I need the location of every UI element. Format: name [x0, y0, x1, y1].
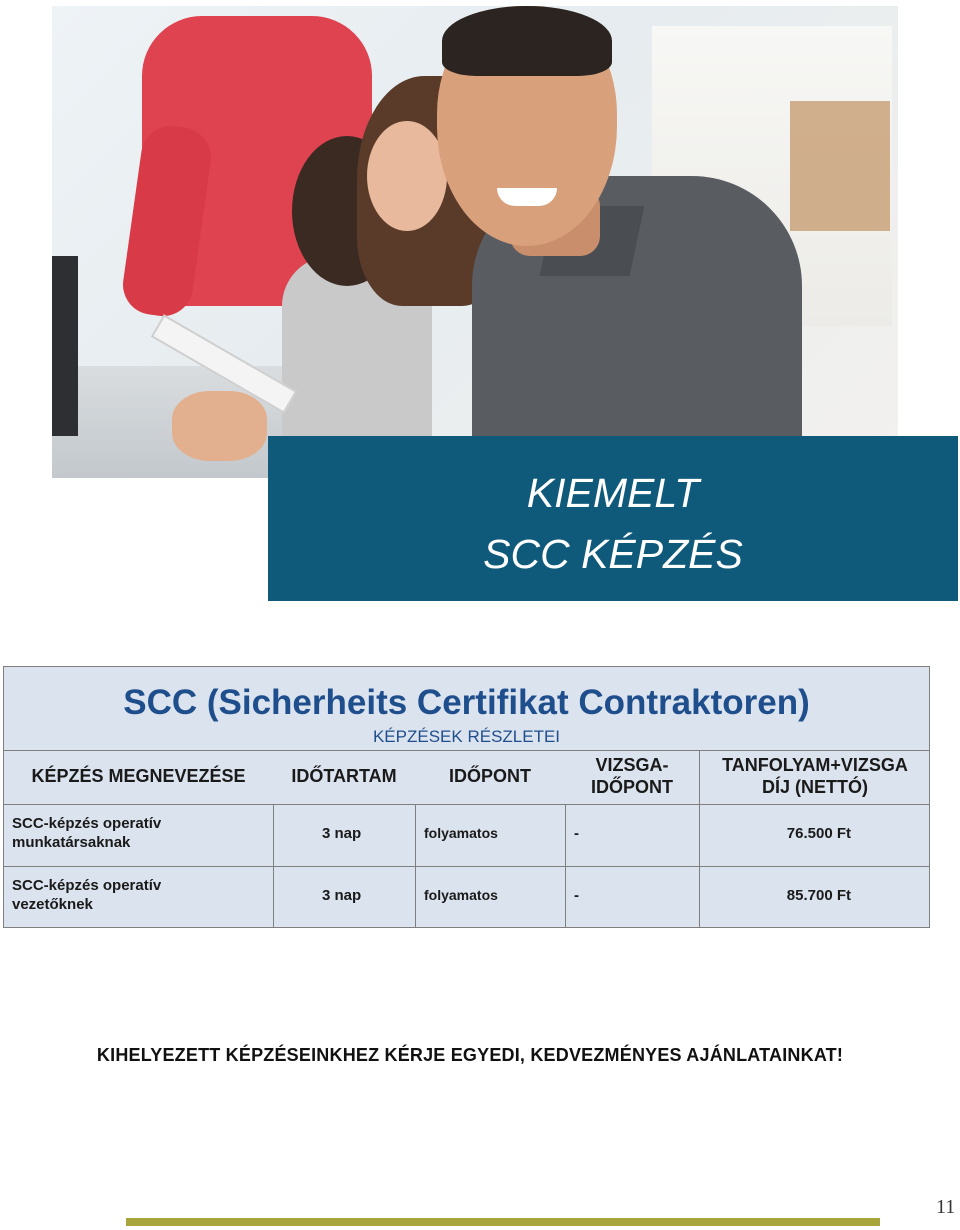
table-col-line-3	[565, 804, 566, 928]
table-row-1-fee: 76.500 Ft	[786, 825, 851, 842]
banner-title-line1: KIEMELT	[526, 470, 700, 516]
row-1-name-line2: munkatársaknak	[12, 834, 131, 851]
table-divider-row1	[4, 804, 929, 805]
table-row-2-exam-date: -	[574, 887, 579, 904]
table-col-line-1	[273, 804, 274, 928]
hero-photo	[52, 6, 898, 478]
page-number: 11	[936, 1196, 956, 1218]
row-1-name-line1: SCC-képzés operatív	[12, 815, 162, 832]
call-to-action: KIHELYEZETT KÉPZÉSEINKHEZ KÉRJE EGYEDI, KEDVEZMÉNYES AJÁNLATAINKAT!	[96, 1045, 844, 1065]
table-row-1-name	[12, 814, 270, 852]
banner-title-line2: SCC KÉPZÉS	[483, 531, 743, 577]
table-row-2-date: folyamatos	[424, 887, 498, 903]
table-title: SCC (Sicherheits Certifikat Contraktoren)	[123, 683, 810, 722]
photo-man-smile	[497, 188, 557, 206]
header-exam-date-line2: IDŐPONT	[590, 777, 673, 797]
table-row-1-exam-date: -	[574, 825, 579, 842]
footer-bar	[126, 1218, 880, 1226]
header-duration: IDŐTARTAM	[291, 766, 397, 786]
header-exam-date	[565, 754, 699, 798]
photo-door	[790, 101, 890, 231]
row-2-name-line1: SCC-képzés operatív	[12, 877, 162, 894]
header-exam-date-line1: VIZSGA-	[595, 755, 669, 775]
table-row-2-name	[12, 876, 270, 914]
table-row-2-fee: 85.700 Ft	[786, 887, 851, 904]
title-banner	[268, 436, 958, 601]
header-fee-line1: TANFOLYAM+VIZSGA	[722, 755, 908, 775]
header-name: KÉPZÉS MEGNEVEZÉSE	[31, 766, 246, 786]
table-row-1-duration: 3 nap	[322, 825, 362, 842]
training-table	[3, 666, 930, 928]
header-date: IDŐPONT	[448, 766, 531, 786]
table-col-line-2	[415, 804, 416, 928]
table-divider-row2	[4, 866, 929, 867]
table-divider-header	[4, 750, 929, 751]
table-subtitle: KÉPZÉSEK RÉSZLETEI	[372, 727, 561, 746]
photo-person-woman-face	[367, 121, 447, 231]
table-row-1-date: folyamatos	[424, 825, 498, 841]
row-2-name-line2: vezetőknek	[12, 896, 93, 913]
header-fee	[699, 754, 931, 798]
photo-monitor	[52, 256, 78, 436]
photo-hand	[172, 391, 267, 461]
table-row-2-duration: 3 nap	[322, 887, 362, 904]
photo-man-hair	[442, 6, 612, 76]
header-fee-line2: DÍJ (NETTÓ)	[762, 777, 868, 797]
